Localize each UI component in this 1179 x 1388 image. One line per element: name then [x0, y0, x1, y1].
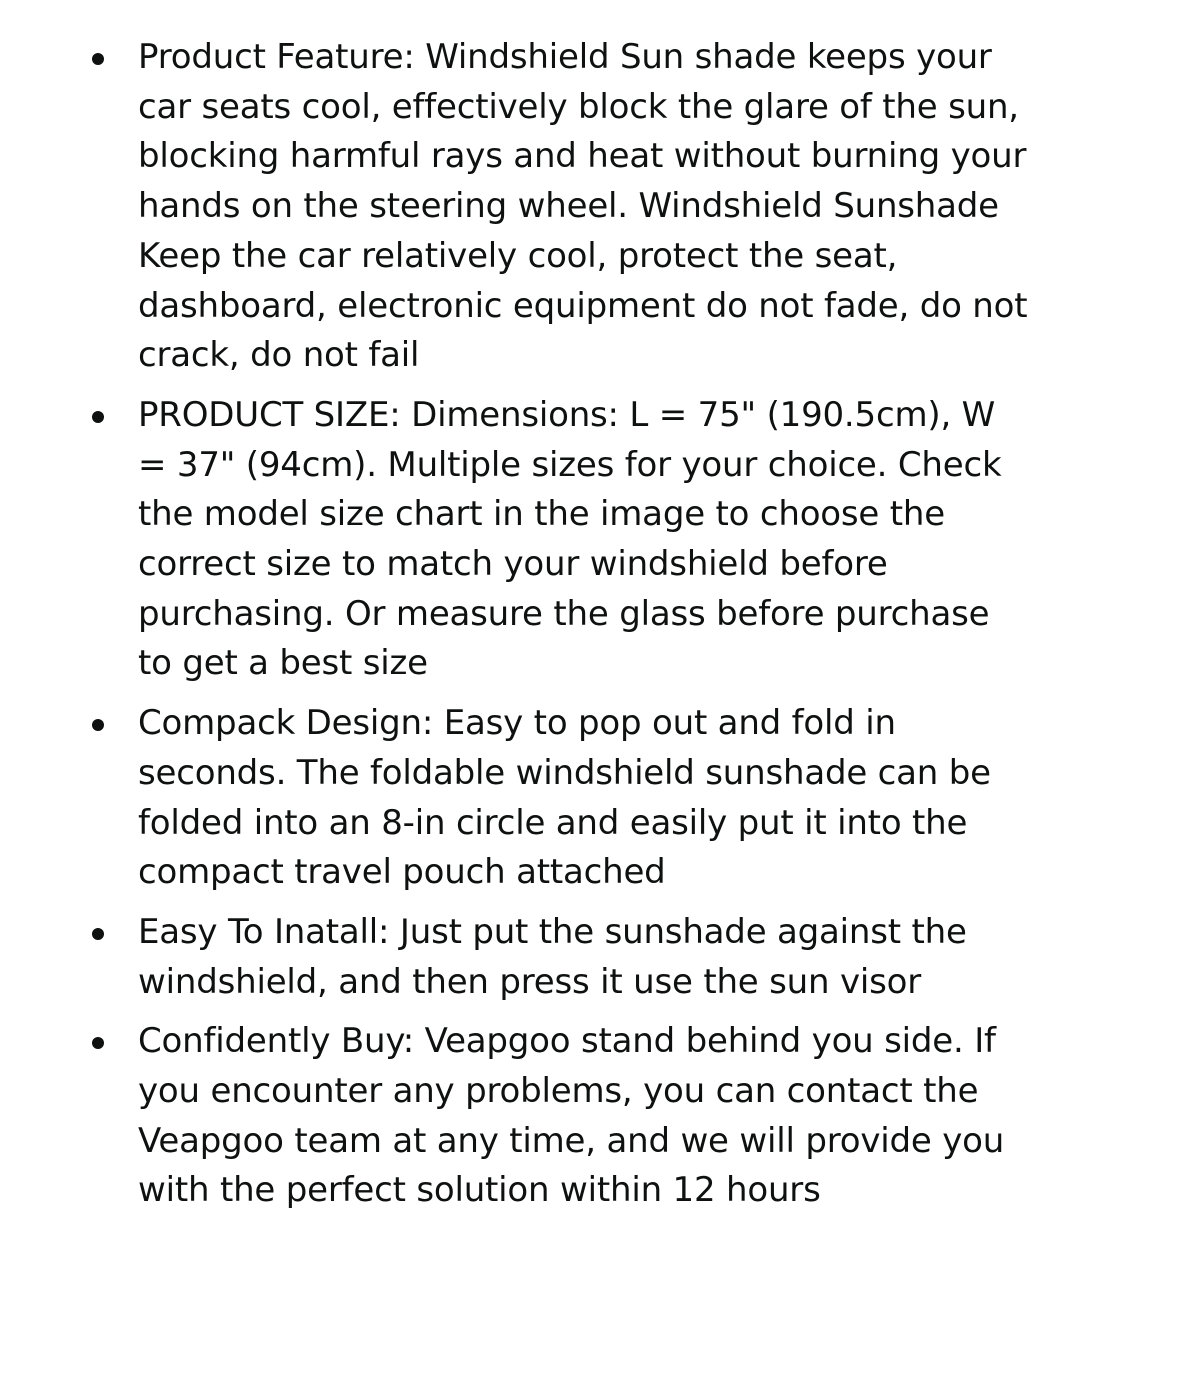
feature-text: Product Feature: Windshield Sun shade keeps your car seats cool, effectively block the glare of the sun, blocking harmful rays and heat without burning your hands on the steering wheel. Windshield Sunshade Keep the car relatively cool, protect the seat, dashboard, electronic equipment do not fade, do not crack, do not fail: [138, 37, 1028, 376]
feature-text: Compack Design: Easy to pop out and fold in seconds. The foldable windshield sunshade can be folded into an 8-in circle and easily put it into the compact travel pouch attached: [138, 703, 991, 893]
feature-item-confidently-buy: [0, 1017, 1179, 1216]
bullet-icon: [92, 1037, 104, 1049]
bullet-icon: [92, 719, 104, 731]
feature-item-product-size: [0, 391, 1179, 689]
bullet-icon: [92, 928, 104, 940]
feature-text: PRODUCT SIZE: Dimensions: L = 75" (190.5cm), W = 37" (94cm). Multiple sizes for your choice. Check the model size chart in the image to choose the correct size to match your windshield before purchasing. Or measure the glass before purchase to get a best size: [138, 394, 1002, 684]
feature-item-product-feature: [0, 33, 1179, 381]
bullet-icon: [92, 411, 104, 423]
bullet-icon: [92, 53, 104, 65]
feature-text: Confidently Buy: Veapgoo stand behind you side. If you encounter any problems, you can contact the Veapgoo team at any time, and we will provide you with the perfect solution within 12 hours: [138, 1021, 1005, 1211]
feature-item-easy-install: [0, 908, 1179, 1007]
feature-text: Easy To Inatall: Just put the sunshade against the windshield, and then press it use the sun visor: [138, 911, 967, 1002]
feature-item-compact-design: [0, 699, 1179, 898]
product-feature-list: [0, 33, 1179, 1226]
